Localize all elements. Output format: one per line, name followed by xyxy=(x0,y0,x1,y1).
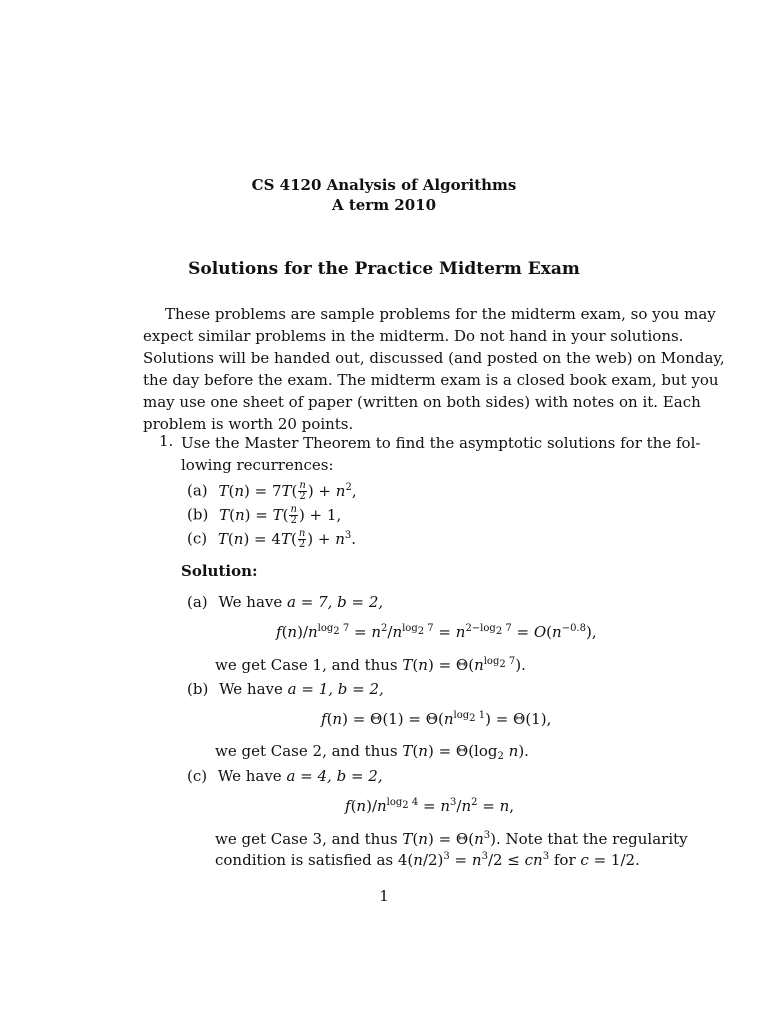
recurrence-a xyxy=(187,481,357,502)
solution-b-intro xyxy=(187,680,384,698)
problem-text-line: Use the Master Theorem to find the asymptotic solutions for the fol- xyxy=(181,434,701,452)
item-label: (c) xyxy=(187,529,208,548)
solution-a-values: a = 7, b = 2, xyxy=(287,593,384,611)
intro-line: may use one sheet of paper (written on both sides) with notes on it. Each xyxy=(143,393,701,411)
recurrence-b xyxy=(187,505,341,526)
solution-a-case-text: we get Case 1, and thus xyxy=(215,656,398,674)
item-label: (b) xyxy=(187,680,209,698)
solution-c-cond-for: for xyxy=(553,851,576,869)
intro-line: problem is worth 20 points. xyxy=(143,415,354,433)
solution-c-intro xyxy=(187,767,383,785)
item-label: (b) xyxy=(187,505,209,524)
recurrence-c xyxy=(187,529,356,550)
solution-c-values: a = 4, b = 2, xyxy=(286,767,383,785)
solution-b-text: We have xyxy=(219,680,283,698)
solution-b-equation: $f(n) = \Theta(1) = \Theta(n^{log_2 1}) = \Theta(1)$, xyxy=(321,710,552,728)
recurrence-b-formula: T(n) = T( $\frac{n}{2}$ ) + 1, xyxy=(219,504,342,526)
solution-a-conclusion: we get Case 1, and thus $T(n) = \Theta(n^{log_2 7})$. xyxy=(215,656,526,674)
recurrence-c-formula: T(n) = 4T( $\frac{n}{2}$ ) + $n^3$. xyxy=(217,528,357,550)
intro-line: expect similar problems in the midterm. Do not hand in your solutions. xyxy=(143,327,684,345)
problem-text xyxy=(181,432,701,476)
solution-heading: Solution: xyxy=(181,562,258,580)
solution-b-case-text: we get Case 2, and thus xyxy=(215,742,398,760)
solution-c-case-note: . Note that the regularity xyxy=(495,830,688,848)
solution-c-conclusion: we get Case 3, and thus $T(n) = \Theta(n^3)$. Note that the regularity xyxy=(215,830,688,848)
solution-c-cond-text: condition is satisfied as xyxy=(215,851,394,869)
recurrence-a-formula: T(n) = 7T( $\frac{n}{2}$ ) + $n^2$, xyxy=(218,480,357,502)
solution-a-intro xyxy=(187,593,383,611)
course-title: CS 4120 Analysis of Algorithms xyxy=(251,176,517,194)
intro-line: Solutions will be handed out, discussed (and posted on the web) on Monday, xyxy=(143,349,725,367)
term-label: A term 2010 xyxy=(331,196,437,214)
problem-text-line: lowing recurrences: xyxy=(181,456,334,474)
intro-paragraph xyxy=(143,303,725,435)
item-label: (c) xyxy=(187,767,208,785)
document-title: Solutions for the Practice Midterm Exam xyxy=(188,259,580,279)
item-label: (a) xyxy=(187,593,208,611)
intro-line: the day before the exam. The midterm exam is a closed book exam, but you xyxy=(143,371,719,389)
solution-c-equation: $f(n)/n^{log_2 4} = n^3/n^2 = n$, xyxy=(345,797,515,815)
solution-b-conclusion: we get Case 2, and thus $T(n) = \Theta(\log_2$ n). xyxy=(215,742,529,762)
intro-line: These problems are sample problems for the midterm exam, so you may xyxy=(165,305,716,323)
solution-b-values: a = 1, b = 2, xyxy=(287,680,384,698)
page-number: 1 xyxy=(379,887,389,905)
solution-c-case-text: we get Case 3, and thus xyxy=(215,830,398,848)
problem-number: 1. xyxy=(159,432,174,450)
solution-a-text: We have xyxy=(218,593,283,611)
item-label: (a) xyxy=(187,481,208,500)
solution-c-regularity: condition is satisfied as $4(n/2)^3 = n^3/2 \le cn^3$ for c = 1/2. xyxy=(215,851,640,869)
solution-c-text: We have xyxy=(217,767,282,785)
solution-a-equation: $f(n)/n^{log_2 7} = n^2/n^{log_2 7} = n^{2-log_2 7} = O(n^{-0.8})$, xyxy=(276,623,597,641)
